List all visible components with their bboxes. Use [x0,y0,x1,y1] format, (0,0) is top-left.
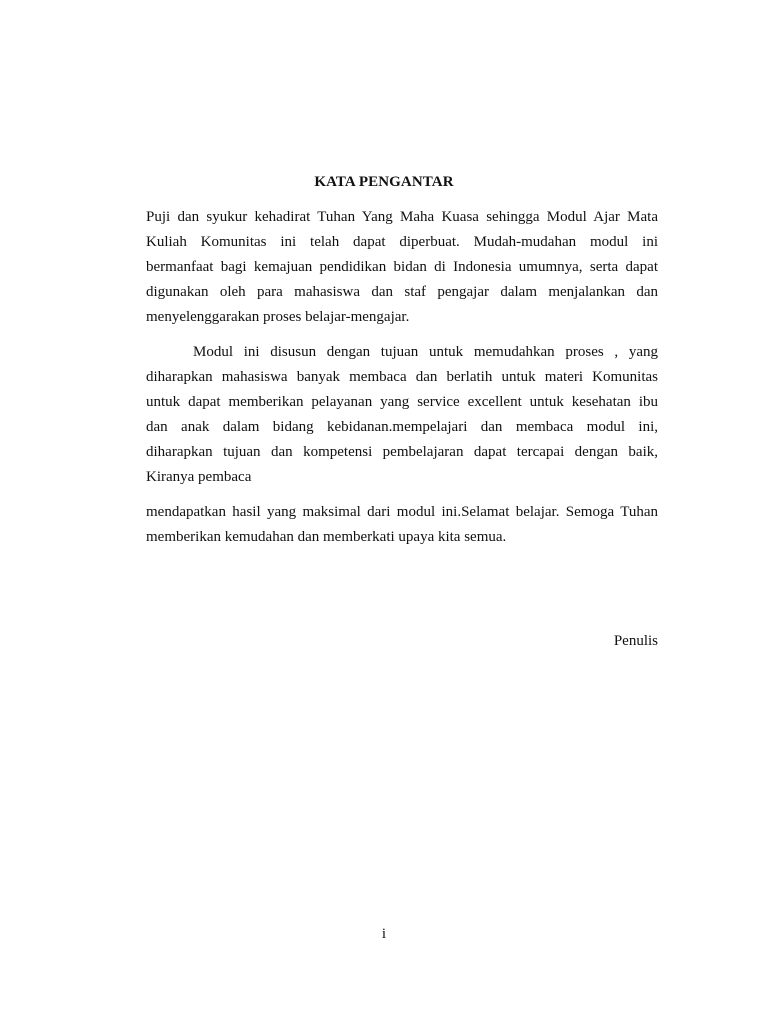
paragraph-3-line: memberikan kemudahan dan memberkati upaya kita semua. [146,529,507,545]
paragraph-1-line: Kuliah Komunitas ini telah dapat diperbuat. Mudah-mudahan modul ini [146,234,658,250]
paragraph-3 [146,500,658,550]
paragraph-2 [146,340,658,490]
paragraph-1-line: digunakan oleh para mahasiswa dan staf pengajar dalam menjalankan dan [146,284,658,300]
paragraph-2-line: diharapkan mahasiswa banyak membaca dan berlatih untuk materi Komunitas [146,369,658,385]
paragraph-2-line: dan anak dalam bidang kebidanan.mempelajari dan membaca modul ini, [146,419,658,435]
paragraph-1-line: Puji dan syukur kehadirat Tuhan Yang Maha Kuasa sehingga Modul Ajar Mata [146,209,658,225]
paragraph-1-line: bermanfaat bagi kemajuan pendidikan bidan di Indonesia umumnya, serta dapat [146,259,658,275]
paragraph-2-line: untuk dapat memberikan pelayanan yang service excellent untuk kesehatan ibu [146,394,658,410]
paragraph-2-line: Modul ini disusun dengan tujuan untuk memudahkan proses , yang [193,344,658,360]
signature: Penulis [613,633,658,649]
paragraph-1-line: menyelenggarakan proses belajar-mengajar. [146,309,410,325]
paragraph-3-line: mendapatkan hasil yang maksimal dari modul ini.Selamat belajar. Semoga Tuhan [146,504,658,520]
paragraph-1 [146,205,658,330]
page-number: i [381,926,387,942]
document-title: KATA PENGANTAR [314,174,454,190]
paragraph-2-line: Kiranya pembaca [146,469,252,485]
paragraph-2-line: diharapkan tujuan dan kompetensi pembelajaran dapat tercapai dengan baik, [146,444,658,460]
